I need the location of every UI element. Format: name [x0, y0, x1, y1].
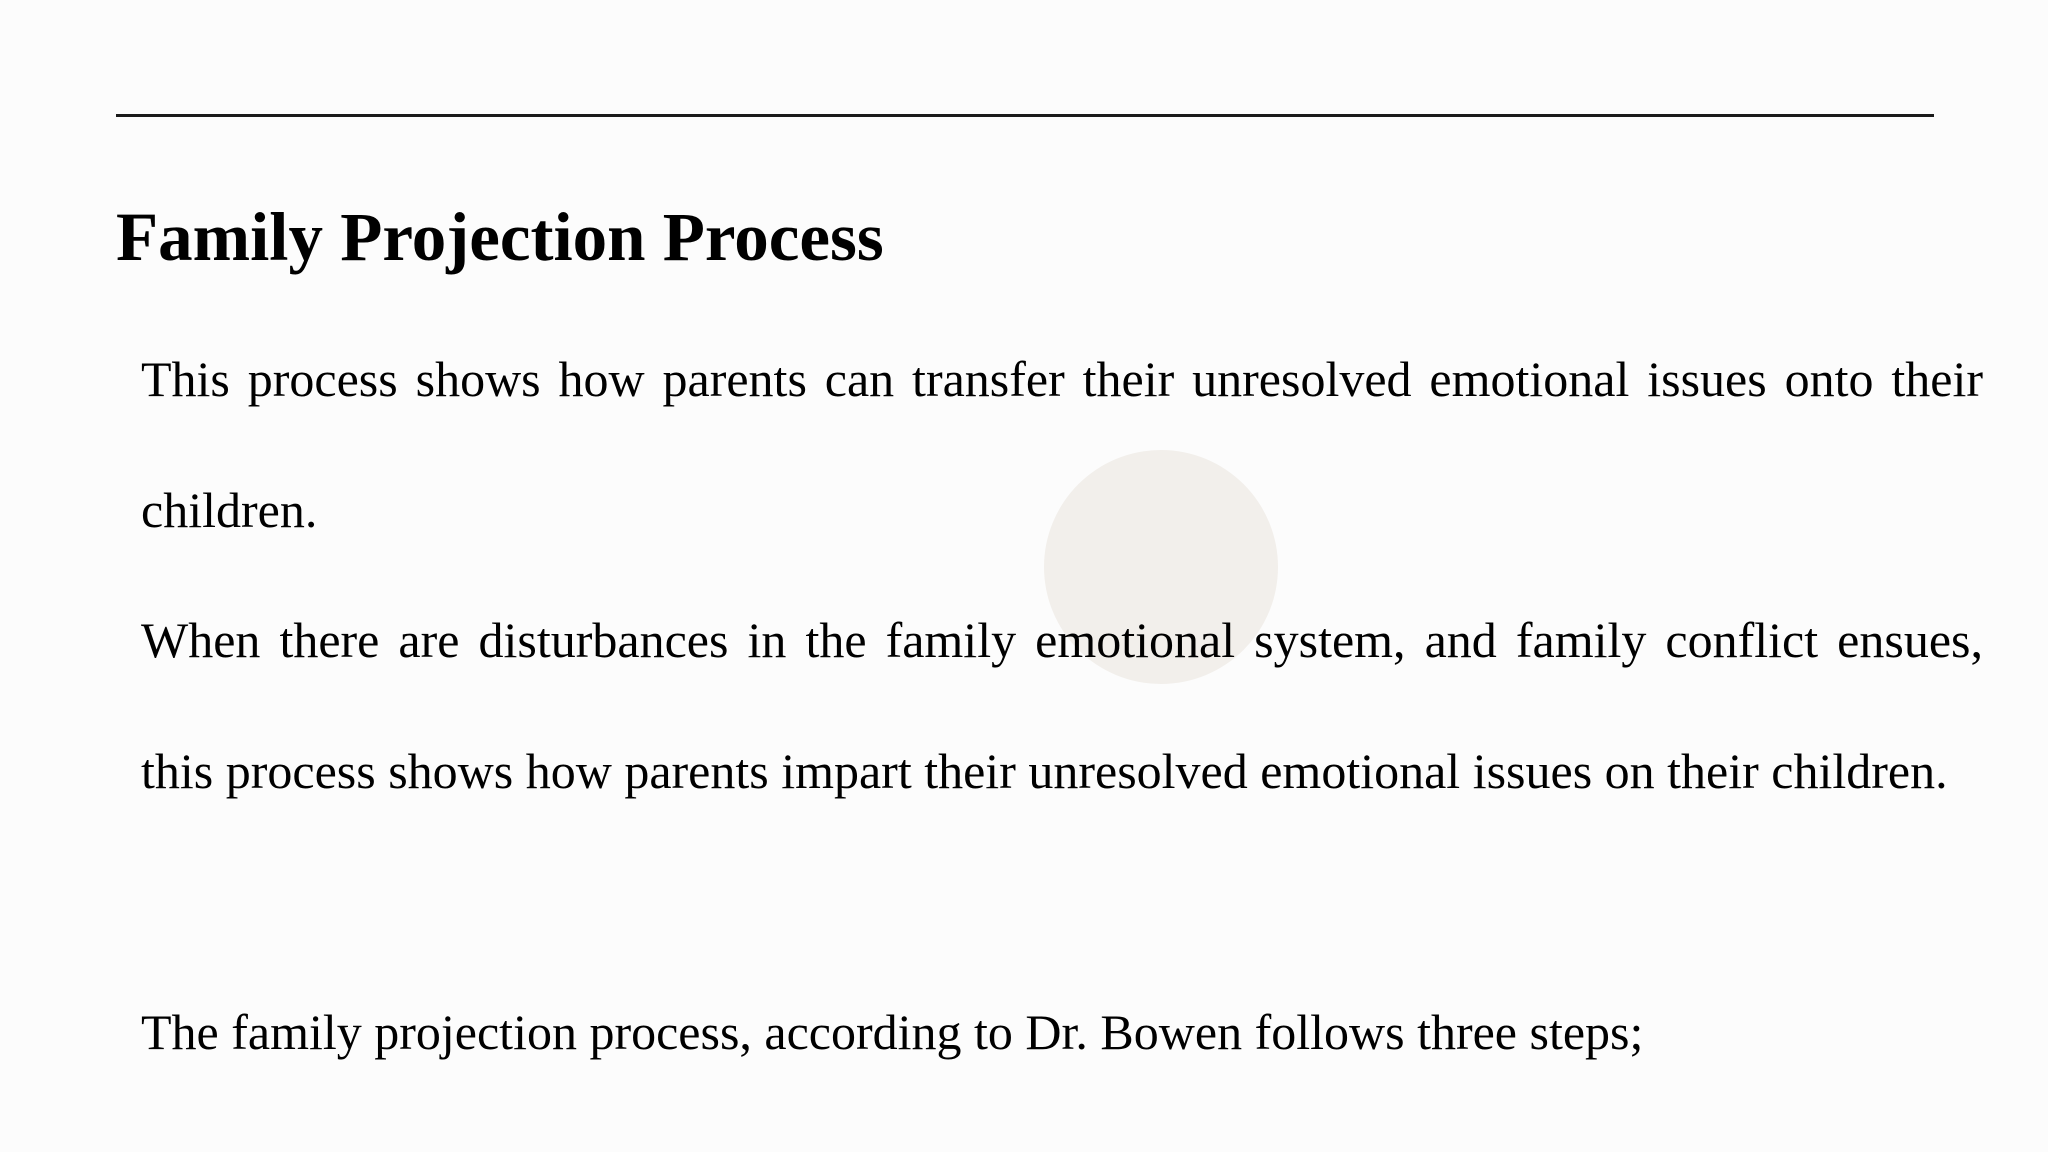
page-title: Family Projection Process	[116, 199, 884, 275]
top-divider	[116, 114, 1934, 117]
paragraph-3: The family projection process, according to Dr. Bowen follows three steps;	[141, 1004, 1644, 1060]
paragraph-1: This process shows how parents can transfer their unresolved emotional issues onto their children.	[141, 351, 1983, 538]
paragraph-2: When there are disturbances in the family emotional system, and family conflict ensues, this process shows how parents impart their unresolved emotional issues on their children.	[141, 612, 1983, 799]
